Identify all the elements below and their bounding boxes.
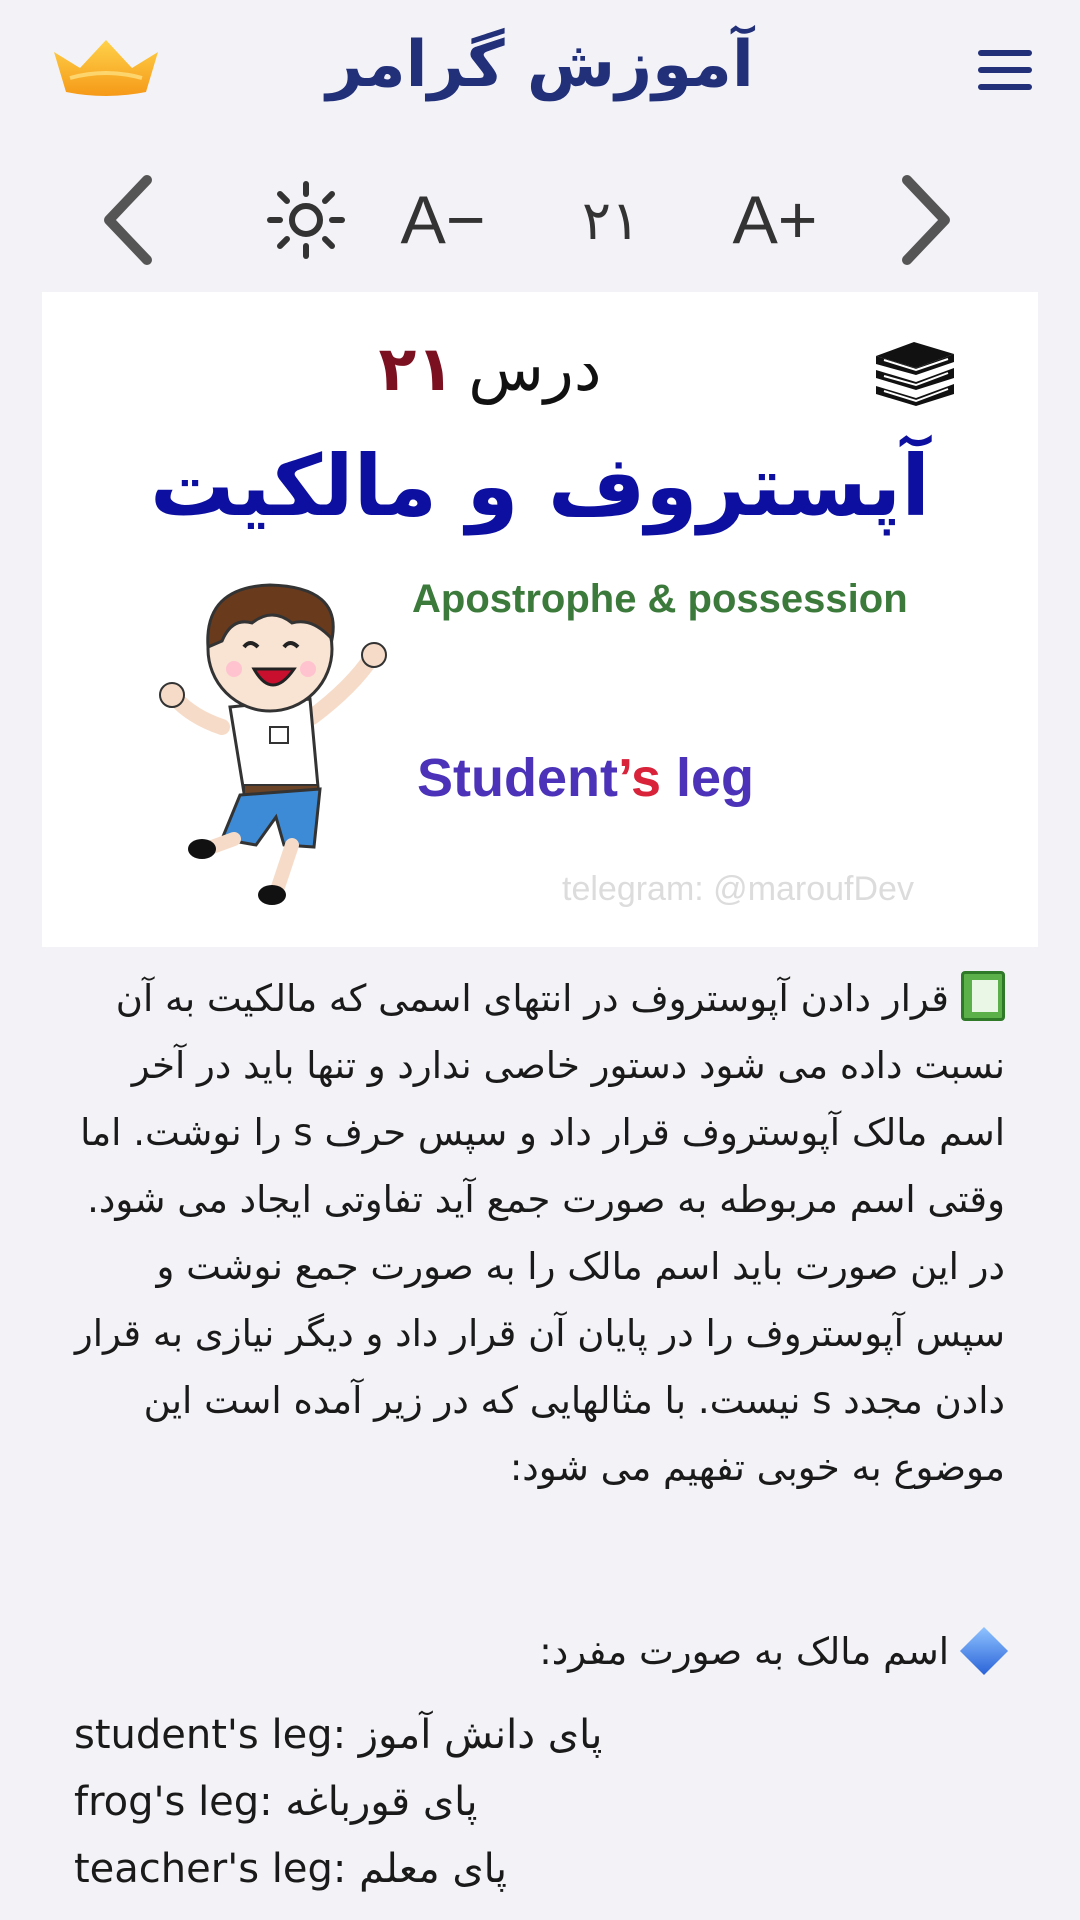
crown-icon[interactable] xyxy=(50,38,162,96)
example-phrase-object: leg xyxy=(661,748,755,808)
example-phrase-noun: Student xyxy=(417,748,618,808)
font-decrease-button[interactable]: A− xyxy=(400,182,486,258)
section-heading-text: اسم مالک به صورت مفرد: xyxy=(539,1630,949,1673)
example-list xyxy=(74,1702,974,1903)
example-english: teacher's leg: xyxy=(74,1846,347,1892)
lesson-english-title: Apostrophe & possession xyxy=(412,577,908,621)
page-number: ۲۱ xyxy=(582,188,641,252)
example-item xyxy=(74,1769,974,1836)
green-book-icon xyxy=(961,971,1005,1021)
example-english: frog's leg: xyxy=(74,1779,273,1825)
example-item xyxy=(74,1836,974,1903)
cartoon-boy-illustration xyxy=(152,577,402,917)
reader-toolbar xyxy=(0,160,1080,280)
example-english: student's leg: xyxy=(74,1712,347,1758)
section-heading xyxy=(70,1630,1005,1673)
sun-icon[interactable] xyxy=(262,160,350,280)
example-persian: پای معلم xyxy=(359,1846,507,1892)
font-increase-button[interactable]: A+ xyxy=(732,182,818,258)
app-title: آموزش گرامر xyxy=(326,28,754,102)
lesson-paragraph xyxy=(70,965,1005,1501)
example-phrase xyxy=(417,747,754,809)
chevron-left-icon[interactable] xyxy=(92,160,162,280)
telegram-watermark: telegram: @maroufDev xyxy=(562,870,914,908)
lesson-number: ۲۱ xyxy=(378,332,455,405)
chevron-right-icon[interactable] xyxy=(892,160,962,280)
example-persian: پای دانش آموز xyxy=(358,1712,603,1758)
example-persian: پای قورباغه xyxy=(285,1779,478,1825)
lesson-label: درس xyxy=(468,332,602,405)
books-icon xyxy=(872,340,958,406)
blue-diamond-icon xyxy=(960,1627,1008,1675)
example-phrase-apostrophe: ’s xyxy=(617,748,662,808)
lesson-title: آپستروف و مالکیت xyxy=(150,437,930,535)
lesson-paragraph-text: قرار دادن آپوستروف در انتهای اسمی که مالکیت به آن نسبت داده می شود دستور خاصی ندارد و تنها باید در آخر اسم مالک آپوستروف قرار داد و سپس حرف s را نوشت. اما وقتی اسم مربوطه به صورت جمع آید تفاوتی ایجاد می شود. در این صورت باید اسم مالک را به صورت جمع نوشت و سپس آپوستروف را در پایان آن قرار داد و دیگر نیازی به قرار دادن مجدد s نیست. با مثالهایی که در زیر آمده است این موضوع به خوبی تفهیم می شود: xyxy=(74,977,1005,1489)
app-header xyxy=(0,0,1080,140)
example-item xyxy=(74,1702,974,1769)
hamburger-menu-icon[interactable] xyxy=(978,48,1032,92)
lesson-banner xyxy=(42,292,1038,947)
